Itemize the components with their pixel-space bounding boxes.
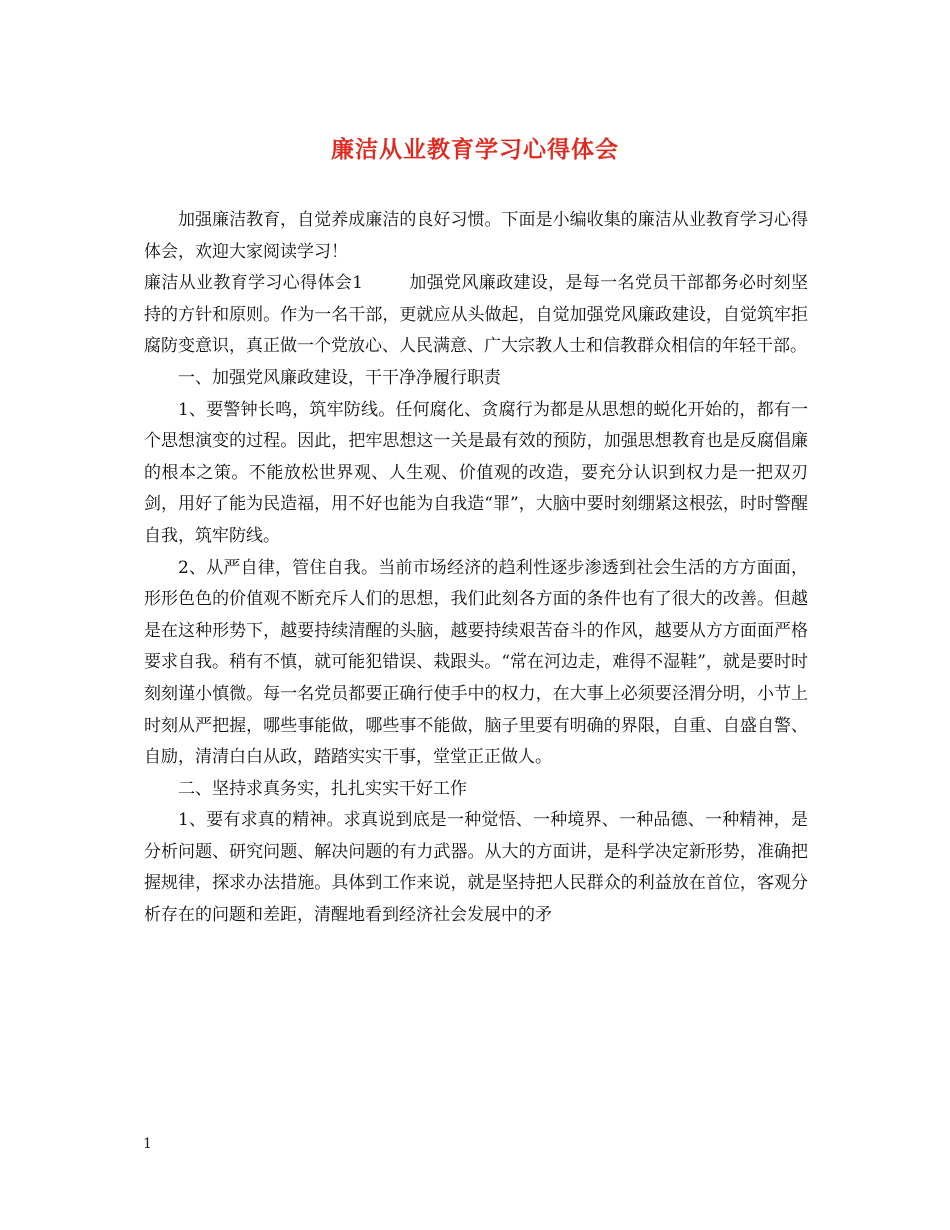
article-lead-paragraph bbox=[144, 268, 808, 363]
page-number: 1 bbox=[143, 1136, 152, 1152]
section1-paragraph-2: 2、从严自律，管住自我。当前市场经济的趋利性逐步渗透到社会生活的方方面面，形形色色的价值观不断充斥人们的思想，我们此刻各方面的条件也有了很大的改善。但越是在这种形势下，越要持续清醒的头脑，越要持续艰苦奋斗的作风，越要从方方面面严格要求自我。稍有不慎，就可能犯错误、栽跟头。“常在河边走，难得不湿鞋”，就是要时时刻刻谨小慎微。每一名党员都要正确行使手中的权力，在大事上必须要泾渭分明，小节上时刻从严把握，哪些事能做，哪些事不能做，脑子里要有明确的界限，自重、自盛自警、自励，清清白白从政，踏踏实实干事，堂堂正正做人。 bbox=[144, 557, 808, 768]
section2-heading: 二、坚持求真务实，扎扎实实干好工作 bbox=[178, 778, 467, 799]
section1-heading: 一、加强党风廉政建设，干干净净履行职责 bbox=[178, 367, 501, 388]
document-body bbox=[144, 205, 808, 932]
section2-paragraph-1: 1、要有求真的精神。求真说到底是一种觉悟、一种境界、一种品德、一种精神，是分析问题、研究问题、解决问题的有力武器。从大的方面讲，是科学决定新形势，准确把握规律，探求办法措施。具体到工作来说，就是坚持把人民群众的利益放在首位，客观分析存在的问题和差距，清醒地看到经济社会发展中的矛 bbox=[144, 810, 808, 926]
article-heading: 廉洁从业教育学习心得体会1 bbox=[144, 273, 363, 294]
article-lead-text: 加强党风廉政建设，是每一名党员干部都务必时刻坚持的方针和原则。作为一名干部，更就应从头做起，自觉加强党风廉政建设，自觉筑牢拒腐防变意识，真正做一个党放心、人民满意、广大宗教人士和信教群众相信的年轻干部。 bbox=[144, 273, 808, 357]
intro-paragraph: 加强廉洁教育，自觉养成廉洁的良好习惯。下面是小编收集的廉洁从业教育学习心得体会，欢迎大家阅读学习！ bbox=[144, 210, 808, 262]
section1-paragraph-1: 1、要警钟长鸣，筑牢防线。任何腐化、贪腐行为都是从思想的蜕化开始的，都有一个思想演变的过程。因此，把牢思想这一关是最有效的预防，加强思想教育也是反腐倡廉的根本之策。不能放松世界观、人生观、价值观的改造，要充分认识到权力是一把双刃剑，用好了能为民造福，用不好也能为自我造“罪”，大脑中要时刻绷紧这根弦，时时警醒自我，筑牢防线。 bbox=[144, 399, 808, 546]
document-title: 廉洁从业教育学习心得体会 bbox=[331, 136, 619, 163]
